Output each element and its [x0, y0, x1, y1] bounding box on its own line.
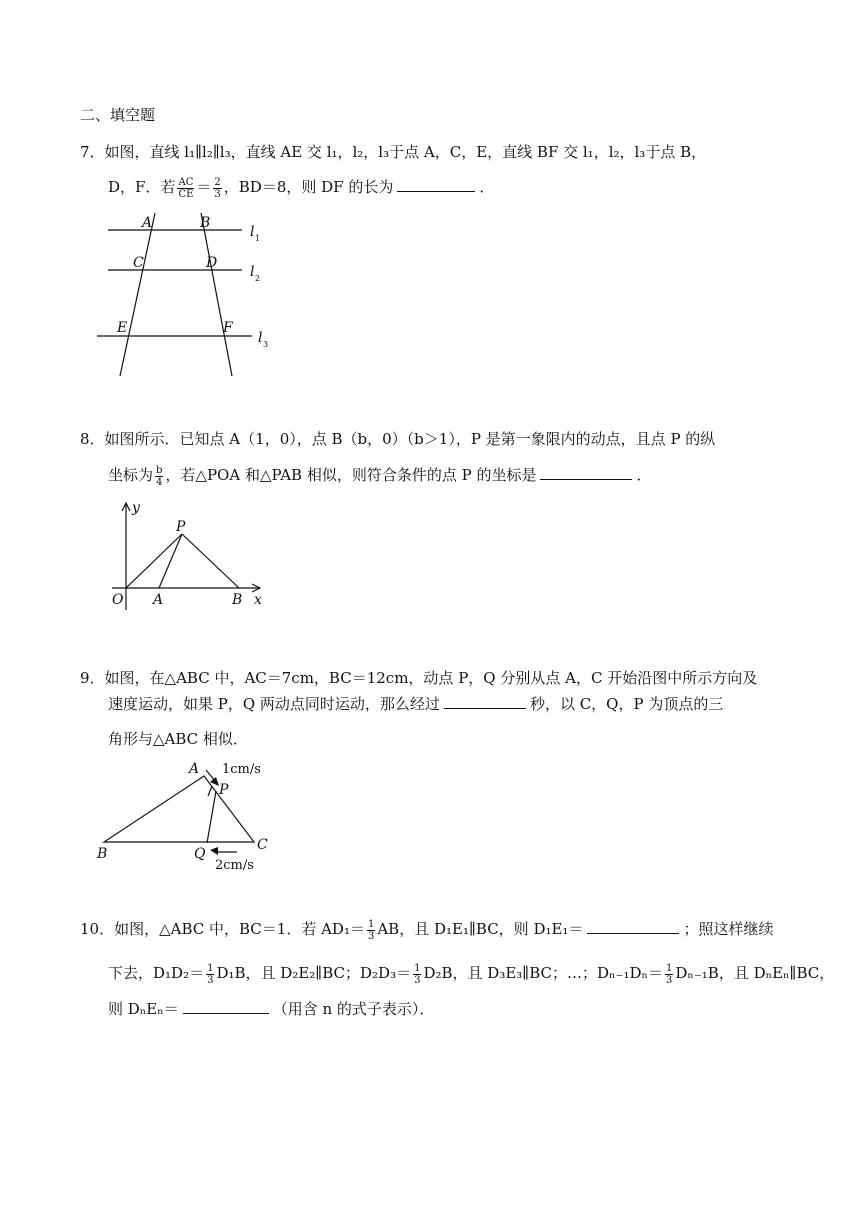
q10-frac1-num: 1	[367, 918, 375, 930]
label-f: F	[223, 320, 233, 336]
q7-end: ．	[479, 178, 495, 196]
q10-text-a: 10．如图，△ABC 中，BC＝1．若 AD₁＝	[80, 920, 365, 938]
q9-text-a: 速度运动，如果 P，Q 两动点同时运动，那么经过	[108, 695, 440, 713]
label-b: B	[97, 846, 108, 862]
q10-text-g: Dₙ₋₁B，且 DₙEₙ∥BC，	[675, 964, 835, 982]
arrowhead-q	[210, 847, 218, 855]
q8-text-a: 坐标为	[108, 466, 154, 484]
label-e: E	[117, 320, 128, 336]
label-x: x	[254, 592, 262, 608]
q10-frac2	[206, 963, 214, 986]
label-a: A	[142, 215, 153, 231]
segment-pb	[182, 534, 239, 588]
q10-text-i: （用含 n 的式子表示）．	[272, 1000, 435, 1018]
q10-frac3-num: 1	[414, 962, 421, 974]
q7-frac1	[177, 177, 194, 200]
label-c: C	[257, 837, 268, 853]
label-l3: l	[258, 330, 263, 346]
label-b: B	[200, 215, 211, 231]
q10-frac4-num: 1	[665, 962, 673, 974]
label-l2: l	[250, 264, 255, 280]
q7-line2	[108, 176, 494, 198]
arrow-tick	[208, 786, 212, 796]
triangle-abc	[104, 776, 254, 842]
q7-frac2	[213, 177, 221, 200]
q9-text-b: 秒，以 C，Q，P 为顶点的三	[529, 695, 724, 713]
q10-frac2-num: 1	[207, 962, 214, 974]
q10-text-h: 则 DₙEₙ＝	[108, 1000, 179, 1018]
q8-figure	[100, 498, 275, 613]
label-b: B	[232, 592, 243, 608]
q7-figure	[92, 208, 282, 383]
q9-line1: 9．如图，在△ABC 中，AC＝7cm，BC＝12cm，动点 P，Q 分别从点 A，C 开始沿图中所示方向及	[80, 669, 758, 687]
sub-2: 2	[255, 274, 261, 283]
q7-text-b: ，BD＝8，则 DF 的长为	[223, 178, 394, 196]
label-o: O	[112, 592, 124, 608]
q9-line3: 角形与△ABC 相似．	[108, 730, 248, 748]
q10-line3	[108, 998, 434, 1020]
q10-answer-blank-2[interactable]	[183, 999, 269, 1014]
label-p: P	[219, 782, 229, 798]
q10-text-b: AB，且 D₁E₁∥BC，则 D₁E₁＝	[377, 920, 584, 938]
q10-frac3	[413, 963, 421, 986]
q10-frac4	[665, 963, 673, 986]
q8-answer-blank[interactable]	[540, 465, 632, 480]
label-y: y	[132, 500, 140, 516]
q10-frac2-den: 3	[207, 974, 214, 986]
label-speed-p: 1cm/s	[222, 762, 261, 777]
q8-line2	[108, 464, 651, 486]
segment-pq	[207, 791, 216, 843]
q10-text-d: 下去，D₁D₂＝	[108, 964, 205, 982]
q7-frac2-den: 3	[214, 188, 221, 200]
q8-frac-num: b	[156, 464, 163, 476]
segment-ap	[159, 534, 182, 588]
label-a: A	[153, 592, 164, 608]
arrowhead-p	[210, 777, 219, 786]
label-c: C	[133, 255, 144, 271]
sub-1: 1	[255, 234, 261, 243]
q8-end: ．	[636, 466, 652, 484]
q7-eq: ＝	[196, 178, 212, 196]
q10-frac3-den: 3	[414, 974, 421, 986]
q10-line2	[108, 962, 834, 984]
q7-text-a: D，F．若	[108, 178, 176, 196]
label-q: Q	[194, 846, 206, 862]
q10-text-f: D₂B，且 D₃E₃∥BC；…；Dₙ₋₁Dₙ＝	[423, 964, 663, 982]
q7-frac1-den: CE	[178, 188, 194, 200]
q7-frac2-num: 2	[214, 176, 221, 188]
sub-3: 3	[263, 340, 269, 349]
q10-frac1	[367, 919, 375, 942]
q9-figure	[92, 756, 292, 876]
label-a: A	[189, 761, 200, 777]
q10-text-e: D₁B，且 D₂E₂∥BC；D₂D₃＝	[216, 964, 412, 982]
line-ae	[120, 213, 155, 376]
q8-line1: 8．如图所示．已知点 A（1，0），点 B（b，0）（b＞1），P 是第一象限内的动点，且点 P 的纵	[80, 430, 716, 448]
q10-frac4-den: 3	[665, 974, 673, 986]
q10-answer-blank-1[interactable]	[587, 919, 679, 934]
q10-text-c: ；照这样继续	[683, 920, 774, 938]
q7-line1: 7．如图，直线 l₁∥l₂∥l₃，直线 AE 交 l₁，l₂，l₃于点 A，C，E，直线 BF 交 l₁，l₂，l₃于点 B，	[80, 143, 707, 161]
q8-frac	[155, 465, 163, 488]
label-p: P	[176, 519, 186, 535]
q7-answer-blank[interactable]	[397, 177, 475, 192]
q8-frac-den: 4	[156, 476, 163, 488]
label-d: D	[206, 255, 218, 271]
section-title: 二、填空题	[80, 106, 156, 124]
segment-op	[126, 534, 182, 588]
label-speed-q: 2cm/s	[215, 858, 254, 873]
q8-text-b: ，若△POA 和△PAB 相似，则符合条件的点 P 的坐标是	[165, 466, 537, 484]
q10-line1	[80, 918, 773, 940]
label-l1: l	[250, 224, 255, 240]
q9-answer-blank[interactable]	[444, 694, 526, 709]
q9-line2	[108, 693, 723, 715]
q10-frac1-den: 3	[367, 930, 375, 942]
q7-frac1-num: AC	[178, 176, 194, 188]
line-bf	[201, 213, 232, 376]
